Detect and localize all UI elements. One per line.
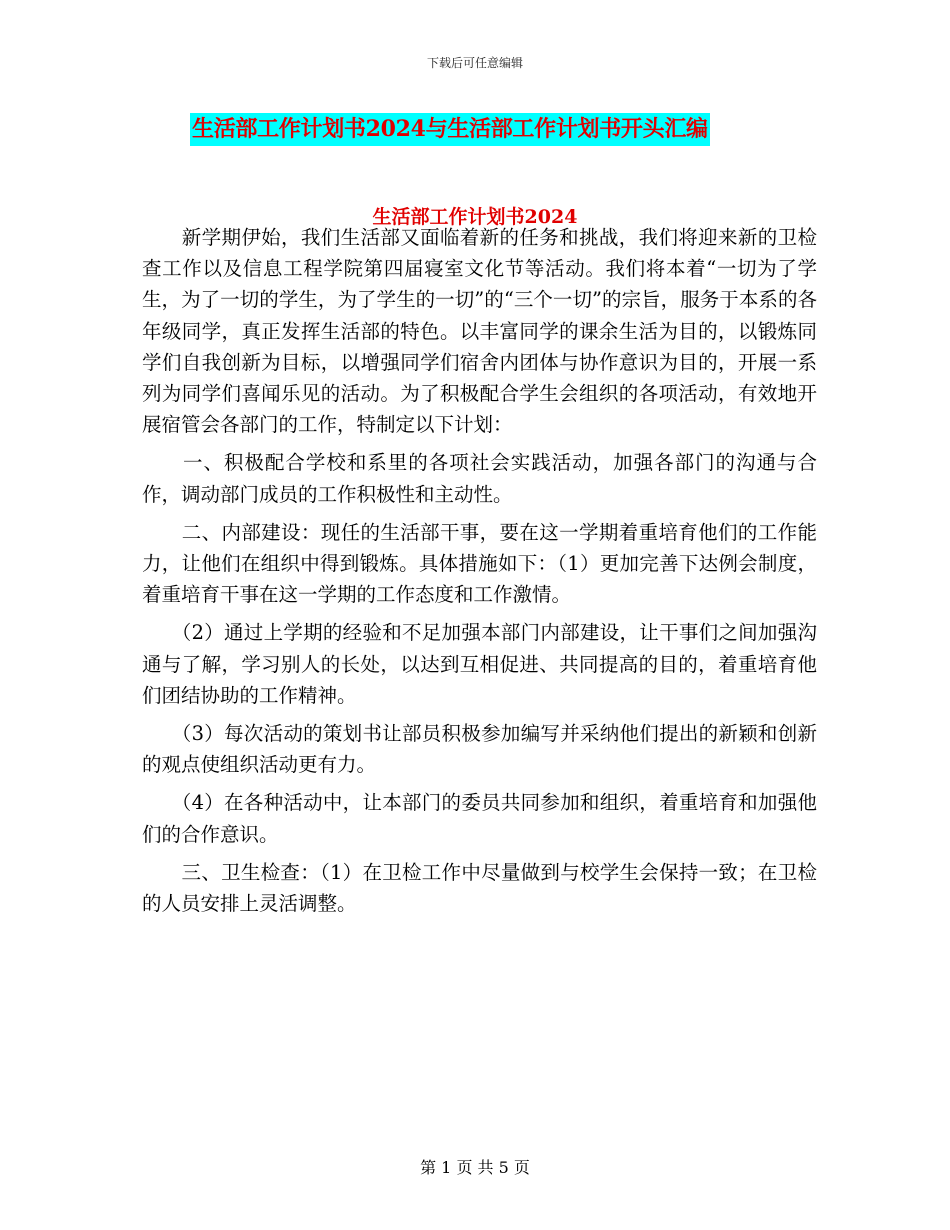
document-body bbox=[142, 222, 817, 926]
page-footer: 第 1 页 共 5 页 bbox=[420, 1158, 530, 1177]
section-title: 生活部工作计划书2024 bbox=[372, 206, 578, 228]
document-title: 生活部工作计划书2024与生活部工作计划书开头汇编 bbox=[190, 113, 710, 146]
paragraph: 一、积极配合学校和系里的各项社会实践活动，加强各部门的沟通与合作，调动部门成员的工作积极性和主动性。 bbox=[142, 451, 817, 506]
paragraph: （3）每次活动的策划书让部员积极参加编写并采纳他们提出的新颖和创新的观点使组织活动更有力。 bbox=[142, 722, 817, 777]
paragraph: （4）在各种活动中，让本部门的委员共同参加和组织，着重培育和加强他们的合作意识。 bbox=[142, 791, 817, 846]
paragraph: 新学期伊始，我们生活部又面临着新的任务和挑战，我们将迎来新的卫检查工作以及信息工程学院第四届寝室文化节等活动。我们将本着“一切为了学生，为了一切的学生，为了学生的一切”的“三个一切”的宗旨，服务于本系的各年级同学，真正发挥生活部的特色。以丰富同学的课余生活为目的，以锻炼同学们自我创新为目标，以增强同学们宿舍内团体与协作意识为目的，开展一系列为同学们喜闻乐见的活动。为了积极配合学生会组织的各项活动，有效地开展宿管会各部门的工作，特制定以下计划： bbox=[142, 226, 817, 437]
paragraph: 三、卫生检查：（1）在卫检工作中尽量做到与校学生会保持一致；在卫检的人员安排上灵活调整。 bbox=[142, 860, 817, 916]
paragraph: （2）通过上学期的经验和不足加强本部门内部建设，让干事们之间加强沟通与了解，学习别人的长处，以达到互相促进、共同提高的目的，着重培育他们团结协助的工作精神。 bbox=[142, 621, 817, 707]
paragraph: 二、内部建设：现任的生活部干事，要在这一学期着重培育他们的工作能力，让他们在组织中得到锻炼。具体措施如下：（1）更加完善下达例会制度，着重培育干事在这一学期的工作态度和工作激情。 bbox=[142, 520, 817, 607]
page-header: 下载后可任意编辑 bbox=[426, 56, 523, 70]
